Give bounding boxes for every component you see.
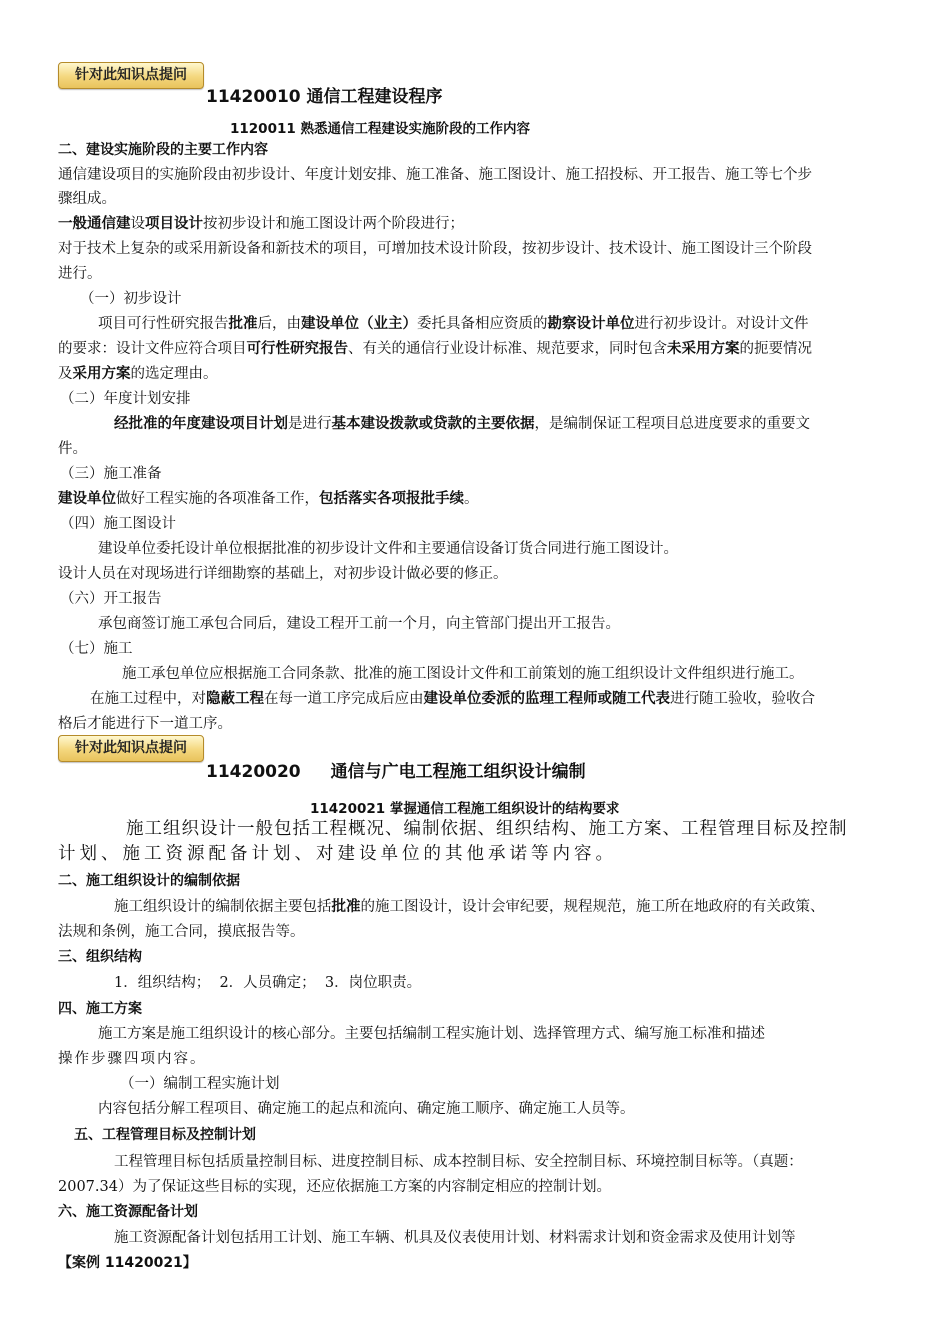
paragraph-line: 通信建设项目的实施阶段由初步设计、年度计划安排、施工准备、施工图设计、施工招投标、开工报告、施工等七个步 (58, 167, 812, 183)
paragraph-line: 对于技术上复杂的或采用新设备和新技术的项目，可增加技术设计阶段，按初步设计、技术设计、施工图设计三个阶段 (58, 241, 812, 257)
paragraph-line: 施工承包单位应根据施工合同条款、批准的施工图设计文件和工前策划的施工组织设计文件组织进行施工。 (122, 666, 804, 682)
paragraph-line: 2007.34）为了保证这些目标的实现，还应依据施工方案的内容制定相应的控制计划。 (58, 1179, 611, 1195)
paragraph-line: 项目可行性研究报告批准后，由建设单位（业主）委托具备相应资质的勘察设计单位进行初步设计。对设计文件 (98, 316, 809, 332)
section-subtitle: 11420021 掌握通信工程施工组织设计的结构要求 (310, 801, 620, 817)
heading-goals: 五、工程管理目标及控制计划 (74, 1127, 256, 1143)
subsection-label: （一）初步设计 (80, 291, 182, 307)
paragraph-line: 施工资源配备计划包括用工计划、施工车辆、机具及仪表使用计划、材料需求计划和资金需求及使用计划等 (114, 1230, 796, 1246)
paragraph-line: 件。 (58, 441, 87, 457)
paragraph-line: 施工组织设计一般包括工程概况、编制依据、组织结构、施工方案、工程管理目标及控制 (126, 819, 848, 839)
paragraph-line: 骤组成。 (58, 191, 116, 207)
paragraph-line: 施工组织设计的编制依据主要包括批准的施工图设计，设计会审纪要，规程规范，施工所在地政府的有关政策、 (114, 899, 825, 915)
section-subtitle: 1120011 熟悉通信工程建设实施阶段的工作内容 (230, 121, 530, 137)
paragraph-line: 施工方案是施工组织设计的核心部分。主要包括编制工程实施计划、选择管理方式、编写施工标准和描述 (98, 1026, 765, 1042)
case-label: 【案例 11420021】 (58, 1255, 197, 1271)
subsection-label: （四）施工图设计 (60, 516, 176, 532)
paragraph-line: 设计人员在对现场进行详细勘察的基础上，对初步设计做必要的修正。 (58, 566, 508, 582)
subsection-label: （一）编制工程实施计划 (120, 1076, 280, 1092)
ask-question-button[interactable]: 针对此知识点提问 (58, 735, 204, 762)
heading-implementation-stage: 二、建设实施阶段的主要工作内容 (58, 142, 268, 158)
paragraph-line: 一般通信建设项目设计按初步设计和施工图设计两个阶段进行； (58, 216, 464, 232)
heading-basis: 二、施工组织设计的编制依据 (58, 873, 240, 889)
subsection-label: （三）施工准备 (60, 466, 162, 482)
heading-plan: 四、施工方案 (58, 1001, 142, 1017)
paragraph-line: 承包商签订施工承包合同后，建设工程开工前一个月，向主管部门提出开工报告。 (98, 616, 620, 632)
heading-resources: 六、施工资源配备计划 (58, 1204, 198, 1220)
paragraph-line: 建设单位做好工程实施的各项准备工作，包括落实各项报批手续。 (58, 491, 479, 507)
bold-term: 一般通信建 (58, 216, 131, 232)
paragraph-line: 计划、施工资源配备计划、对建设单位的其他承诺等内容。 (58, 844, 617, 864)
paragraph-line: 法规和条例，施工合同，摸底报告等。 (58, 924, 305, 940)
paragraph-line: 内容包括分解工程项目、确定施工的起点和流向、确定施工顺序、确定施工人员等。 (98, 1101, 635, 1117)
heading-organization: 三、组织结构 (58, 949, 142, 965)
paragraph-line: 进行。 (58, 266, 102, 282)
paragraph-line: 经批准的年度建设项目计划是进行基本建设拨款或贷款的主要依据，是编制保证工程项目总进度要求的重要文 (114, 416, 810, 432)
ask-question-button[interactable]: 针对此知识点提问 (58, 62, 204, 89)
section-title: 11420010 通信工程建设程序 (206, 87, 443, 107)
paragraph-line: 建设单位委托设计单位根据批准的初步设计文件和主要通信设备订货合同进行施工图设计。 (98, 541, 678, 557)
paragraph-line: 格后才能进行下一道工序。 (58, 716, 232, 732)
subsection-label: （六）开工报告 (60, 591, 162, 607)
subsection-label: （七）施工 (60, 641, 133, 657)
section-title: 11420020 通信与广电工程施工组织设计编制 (206, 762, 586, 782)
paragraph-line: 1．组织结构； 2．人员确定； 3．岗位职责。 (114, 975, 422, 991)
paragraph-line: 工程管理目标包括质量控制目标、进度控制目标、成本控制目标、安全控制目标、环境控制目标等。（真题： (114, 1154, 803, 1170)
paragraph-line: 的要求：设计文件应符合项目可行性研究报告、有关的通信行业设计标准、规范要求，同时包含未采用方案的扼要情况 (58, 341, 812, 357)
bold-term: 项目设计 (145, 216, 203, 232)
paragraph-line: 操作步骤四项内容。 (58, 1051, 207, 1067)
paragraph-line: 及采用方案的选定理由。 (58, 366, 218, 382)
subsection-label: （二）年度计划安排 (60, 391, 191, 407)
paragraph-line: 在施工过程中，对隐蔽工程在每一道工序完成后应由建设单位委派的监理工程师或随工代表进行随工验收，验收合 (90, 691, 815, 707)
